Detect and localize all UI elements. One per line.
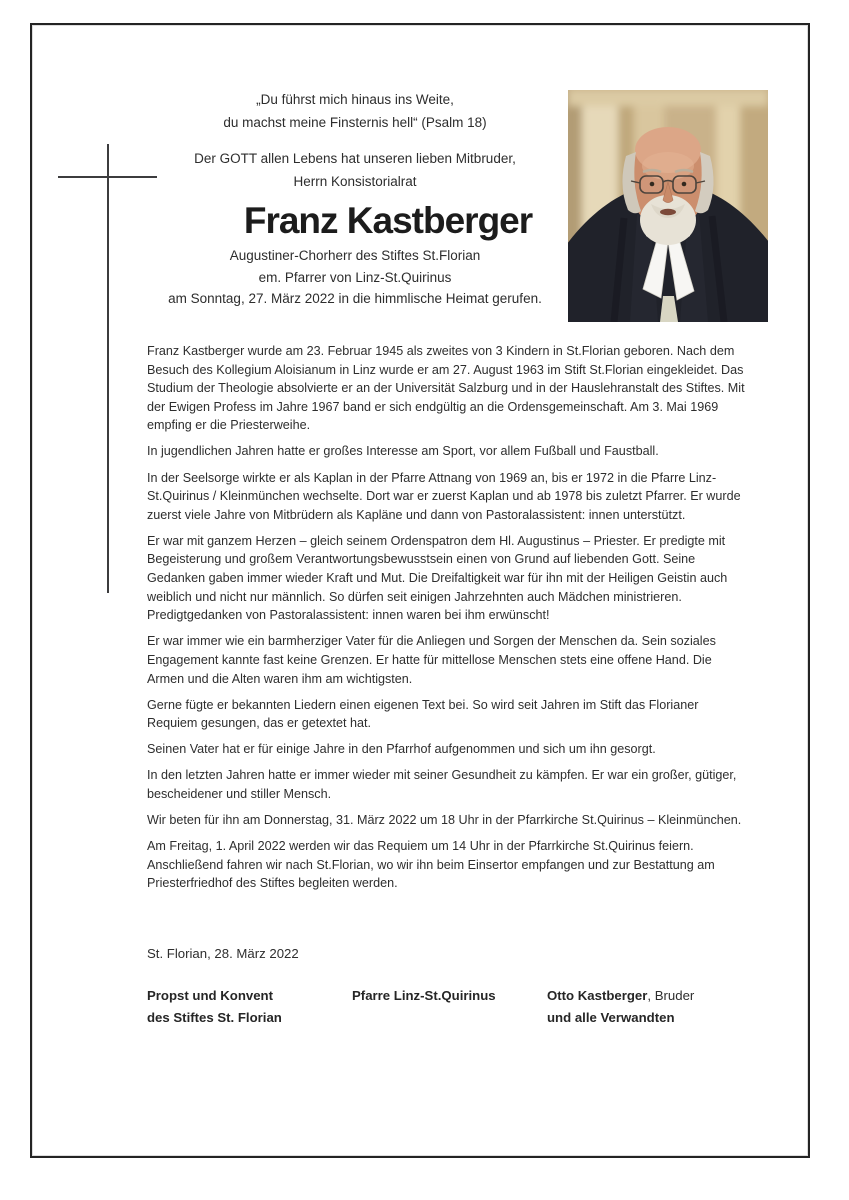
signature-line: Pfarre Linz-St.Quirinus (352, 988, 496, 1003)
signature-stift (147, 985, 282, 1029)
portrait-photo (568, 90, 768, 322)
signature-relation: , Bruder (647, 988, 695, 1003)
obituary-paragraph: Gerne fügte er bekannten Liedern einen eigenen Text bei. So wird seit Jahren im Stift das Florianer Requiem gesungen, das er getextet hat. (147, 697, 699, 731)
place-dateline: St. Florian, 28. März 2022 (147, 946, 299, 961)
subtitle-order: Augustiner-Chorherr des Stiftes St.Florian (229, 248, 481, 263)
intro-line-2: Herrn Konsistorialrat (293, 174, 417, 189)
obituary-paragraph: Er war mit ganzem Herzen – gleich seinem Ordenspatron dem Hl. Augustinus – Priester. Er predigte mit Begeisterung und großem Verantwortungsbewusstsein einen von Grund auf liebenden Gott. Seine Gedanken gaben immer wieder Kraft und Mut. Die Dreifaltigkeit war für ihn mit der Heiligen Geistin auch weiblich und nicht nur männlich. So dürfen seit einigen Jahrzehnten auch Mädchen ministrieren. Predigtgedanken von Pastoralassistent: innen waren bei ihm erwünscht! (147, 533, 728, 623)
signature-line: des Stiftes St. Florian (147, 1010, 282, 1025)
signature-family (547, 985, 694, 1029)
signature-pfarre (352, 985, 496, 1007)
obituary-header (95, 88, 615, 310)
obituary-body (147, 342, 749, 900)
obituary-paragraph: In den letzten Jahren hatte er immer wieder mit seiner Gesundheit zu kämpfen. Er war ein großer, gütiger, bescheidener und stiller Mensch. (147, 768, 737, 801)
obituary-paragraph: In jugendlichen Jahren hatte er großes Interesse am Sport, vor allem Fußball und Faustball. (147, 444, 659, 459)
intro-line-1: Der GOTT allen Lebens hat unseren lieben Mitbruder, (194, 151, 516, 166)
deceased-subtitles (95, 245, 615, 310)
subtitle-death-date: am Sonntag, 27. März 2022 in die himmlische Heimat gerufen. (168, 291, 542, 306)
obituary-paragraph: Seinen Vater hat er für einige Jahre in den Pfarrhof aufgenommen und sich um ihn gesorgt. (147, 742, 656, 757)
signature-name: Otto Kastberger (547, 988, 648, 1003)
obituary-paragraph: Er war immer wie ein barmherziger Vater für die Anliegen und Sorgen der Menschen da. Sein soziales Engagement kannte fast keine Grenzen. Er hatte für mittellose Menschen stets eine offene Hand. Die Armen und die Alten waren ihm am wichtigsten. (147, 634, 716, 686)
obituary-paragraph: Am Freitag, 1. April 2022 werden wir das Requiem um 14 Uhr in der Pfarrkirche St.Quirinus feiern. Anschließend fahren wir nach St.Florian, wo wir ihn beim Einsertor empfangen und zur Bestattung am Priesterfriedhof des Stiftes begleiten werden. (147, 839, 715, 891)
signature-line: Propst und Konvent (147, 988, 274, 1003)
signature-line (547, 985, 694, 1007)
signature-line: und alle Verwandten (547, 1010, 675, 1025)
subtitle-parish: em. Pfarrer von Linz-St.Quirinus (258, 269, 452, 285)
obituary-paragraph: Franz Kastberger wurde am 23. Februar 1945 als zweites von 3 Kindern in St.Florian geboren. Nach dem Besuch des Kollegium Aloisianum in Linz wurde er am 27. August 1963 im Stift St.Florian eingekleidet. Das Studium der Theologie absolvierte er an der Universität Salzburg und in der Hauslehranstalt des Stiftes. Mit der Ewigen Profess im Jahre 1967 band er sich endgültig an die Ordensgemeinschaft. Am 3. Mai 1969 empfing er die Priesterweihe. (147, 344, 745, 433)
obituary-paragraph: Wir beten für ihn am Donnerstag, 31. März 2022 um 18 Uhr in der Pfarrkirche St.Quirinus – Kleinmünchen. (147, 813, 742, 828)
quote-line-1: „Du führst mich hinaus ins Weite, (256, 92, 454, 107)
deceased-name: Franz Kastberger (243, 200, 533, 241)
obituary-paragraph: In der Seelsorge wirkte er als Kaplan in der Pfarre Attnang von 1969 an, bis er 1972 in die Pfarre Linz-St.Quirinus / Kleinmünchen wechselte. Dort war er zuerst Kaplan und ab 1978 bis zuletzt Pfarrer. Er wurde zuerst viele Jahre von Mitbrüdern als Kapläne und dann von Pastoralassistent: innen unterstützt. (147, 470, 741, 522)
signature-row (0, 985, 849, 1035)
quote-line-2: du machst meine Finsternis hell“ (Psalm 18) (223, 115, 487, 130)
